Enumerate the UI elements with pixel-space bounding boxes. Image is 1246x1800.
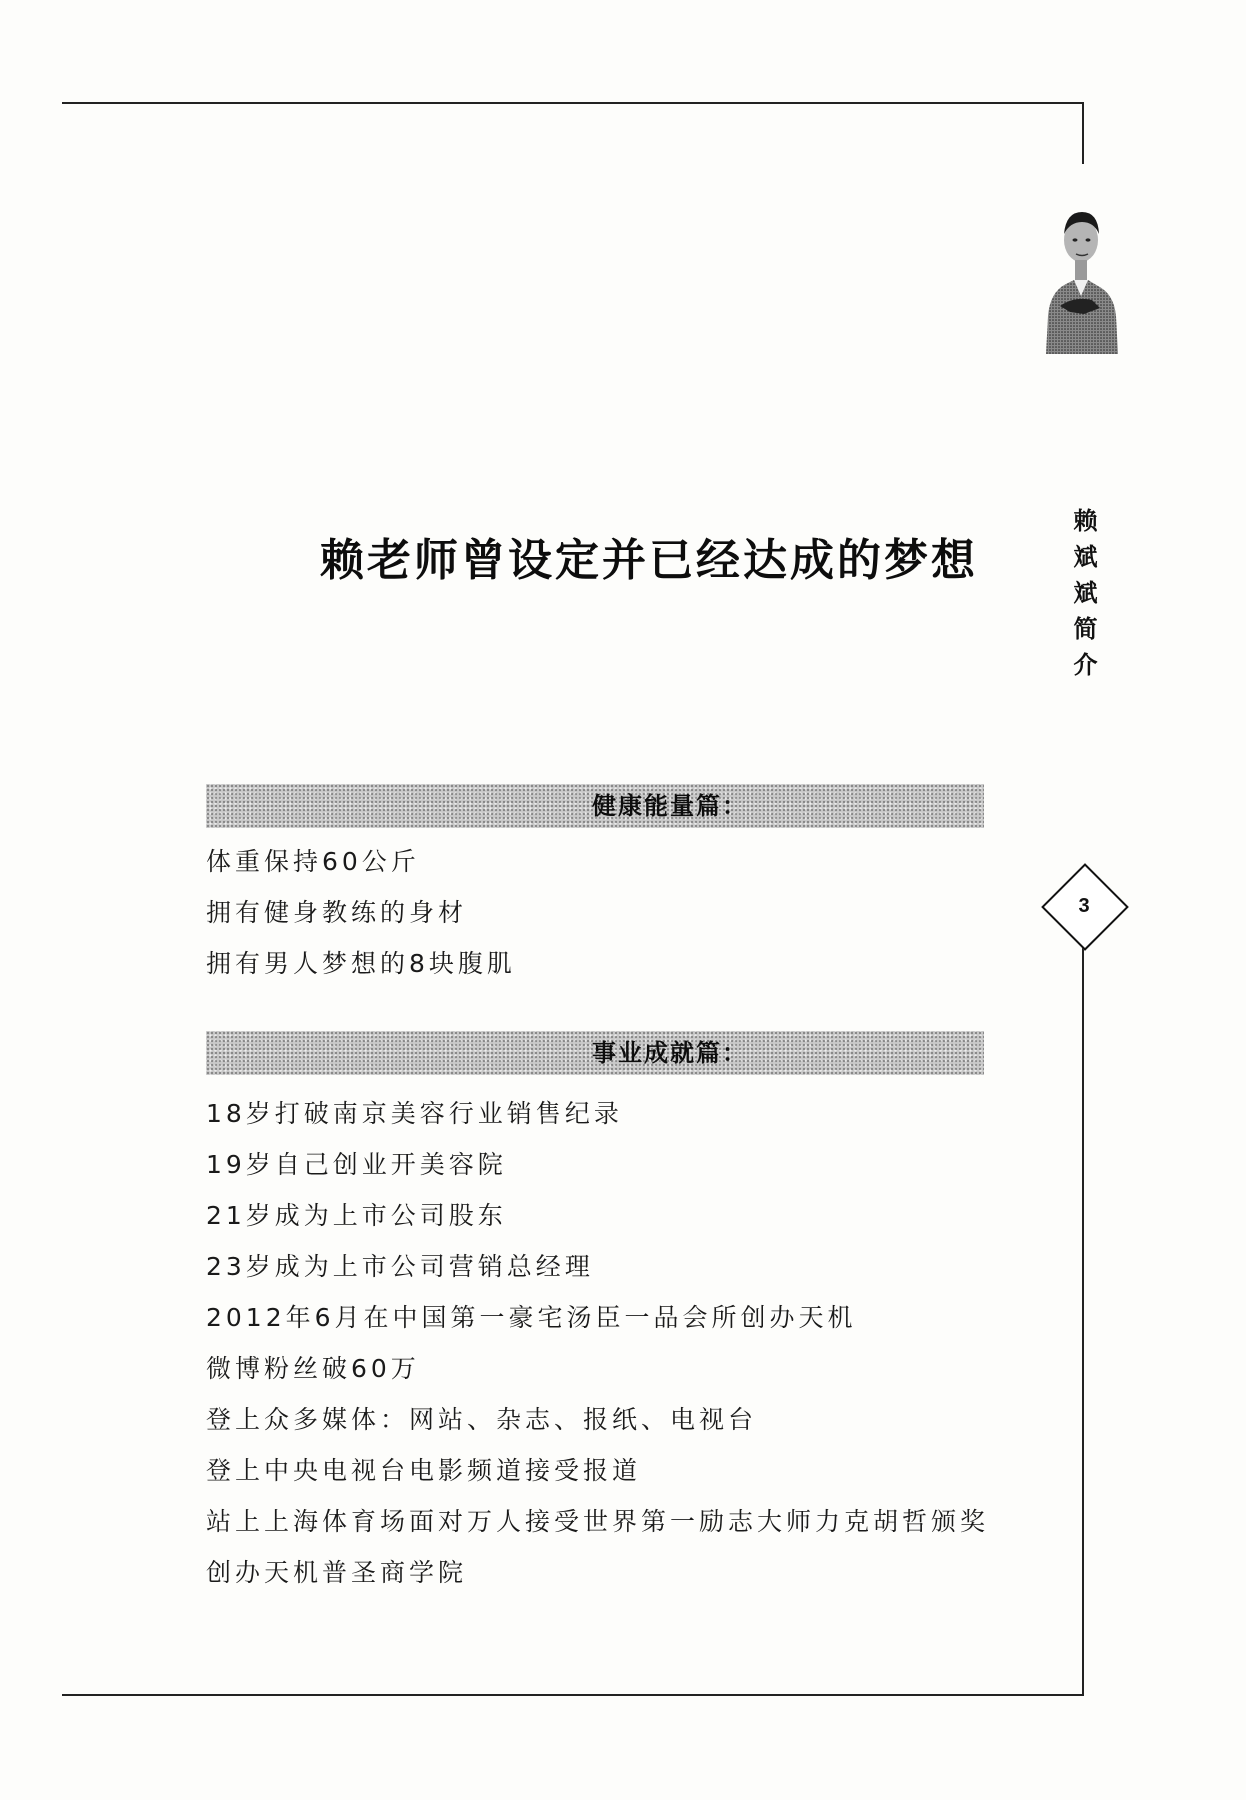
list-item: 21岁成为上市公司股东 (206, 1201, 507, 1230)
list-item: 站上上海体育场面对万人接受世界第一励志大师力克胡哲颁奖 (206, 1507, 990, 1536)
page-title: 赖老师曾设定并已经达成的梦想 (320, 535, 978, 586)
page-number: 3 (1078, 895, 1090, 917)
section-heading-health: 健康能量篇： (592, 792, 748, 820)
section-heading-bar-health (206, 784, 984, 828)
list-item: 拥有男人梦想的8块腹肌 (206, 949, 516, 978)
list-item: 体重保持60公斤 (206, 847, 420, 876)
frame-top-rule (62, 102, 1084, 104)
list-item: 创办天机普圣商学院 (206, 1558, 468, 1587)
health-achievement-list (206, 836, 516, 989)
list-item: 23岁成为上市公司营销总经理 (206, 1252, 594, 1281)
list-item: 登上中央电视台电影频道接受报道 (206, 1456, 642, 1485)
vertical-side-title: 赖斌斌简介 (1069, 508, 1098, 688)
list-item: 拥有健身教练的身材 (206, 898, 468, 927)
section-heading-bar-career (206, 1031, 984, 1075)
section-heading-career: 事业成就篇： (592, 1039, 748, 1067)
author-portrait-photo (1040, 196, 1122, 354)
list-item: 2012年6月在中国第一豪宅汤臣一品会所创办天机 (206, 1303, 857, 1332)
page-number-badge (1040, 862, 1128, 950)
frame-bottom-rule (62, 1694, 1084, 1696)
frame-right-rule-lower (1082, 946, 1084, 1696)
list-item: 微博粉丝破60万 (206, 1354, 420, 1383)
career-achievement-list (206, 1088, 989, 1598)
list-item: 登上众多媒体：网站、杂志、报纸、电视台 (206, 1405, 758, 1434)
list-item: 19岁自己创业开美容院 (206, 1150, 507, 1179)
frame-right-rule-upper (1082, 102, 1084, 164)
list-item: 18岁打破南京美容行业销售纪录 (206, 1099, 623, 1128)
